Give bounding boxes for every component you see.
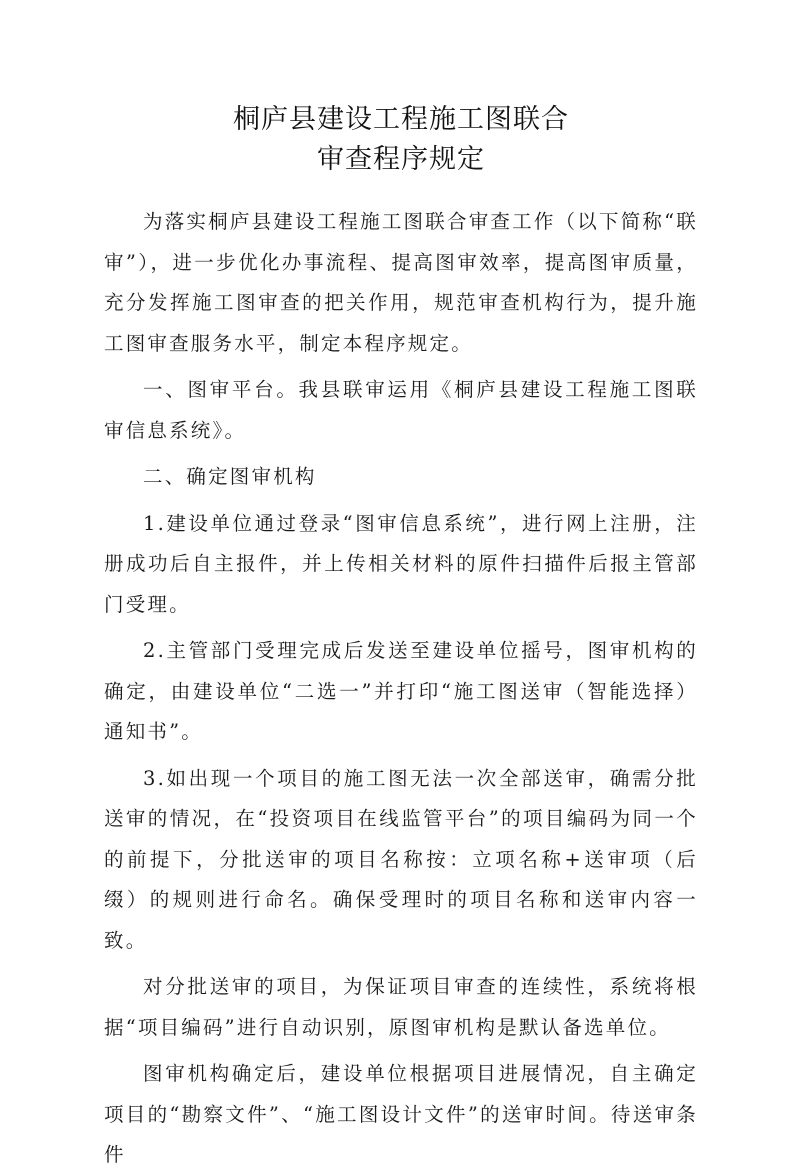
paragraph-submission-time: 图审机构确定后，建设单位根据项目进展情况，自主确定项目的“勘察文件”、“施工图设计文件”的送审时间。待送审条件 [104,1062,698,1166]
document-body [104,202,698,1176]
paragraph-item-1: 1.建设单位通过登录“图审信息系统”，进行网上注册，注册成功后自主报件，并上传相关材料的原件扫描件后报主管部门受理。 [104,511,698,616]
paragraph-platform: 一、图审平台。我县联审运用《桐庐县建设工程施工图联审信息系统》。 [104,378,698,442]
paragraph-item-2: 2.主管部门受理完成后发送至建设单位摇号，图审机构的确定，由建设单位“二选一”并打印“施工图送审（智能选择）通知书”。 [104,639,698,743]
paragraph-item-3: 3.如出现一个项目的施工图无法一次全部送审，确需分批送审的情况，在“投资项目在线监管平台”的项目编码为同一个的前提下，分批送审的项目名称按：立项名称+送审项（后缀）的规则进行命名。确保受理时的项目名称和送审内容一致。 [104,766,698,952]
title-line-1: 桐庐县建设工程施工图联合 [233,104,569,135]
title-line-2: 审查程序规定 [317,144,485,175]
document-title [104,100,698,180]
paragraph-intro: 为落实桐庐县建设工程施工图联合审查工作（以下简称“联审”），进一步优化办事流程、提高图审效率，提高图审质量，充分发挥施工图审查的把关作用，规范审查机构行为，提升施工图审查服务水平，制定本程序规定。 [104,210,698,355]
section-heading-review-agency: 二、确定图审机构 [143,465,317,488]
paragraph-batch-review: 对分批送审的项目，为保证项目审查的连续性，系统将根据“项目编码”进行自动识别，原图审机构是默认备选单位。 [104,975,698,1039]
